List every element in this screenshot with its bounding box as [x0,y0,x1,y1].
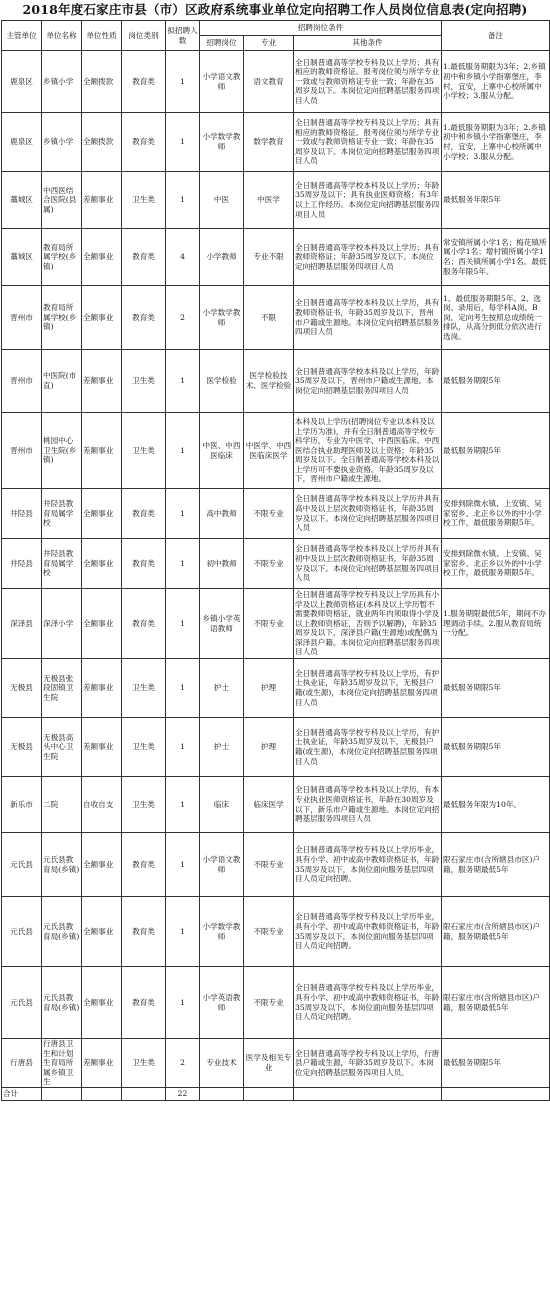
dept-cell: 井陉县 [2,489,42,539]
dept-cell: 无极县 [2,718,42,777]
dept-cell: 深泽县 [2,589,42,659]
count-cell: 1 [166,777,200,833]
header-post: 招聘岗位 [200,36,244,51]
post-cell: 专业技术 [200,1039,244,1088]
dept-cell: 井陉县 [2,539,42,589]
remark-cell: 限石家庄市(含所辖县市区)户籍，服务期最低5年 [442,833,550,897]
unit-cell: 井陉县教育局属学校 [42,539,82,589]
dept-cell: 新乐市 [2,777,42,833]
unit-cell: 中医院(市直) [42,350,82,413]
dept-cell: 藁城区 [2,229,42,286]
category-cell: 卫生类 [122,413,166,489]
nature-cell: 全额拨款 [82,113,122,172]
header-dept: 主管单位 [2,21,42,51]
dept-cell: 元氏县 [2,833,42,897]
conditions-cell: 全日制普通高等学校专科及以上学历毕业，具有小学、初中或高中教师资格证书，年龄35周岁及以下，本岗位面向服务基层四项目人员定向招聘。 [294,967,442,1039]
conditions-cell: 全日制普通高等学校本科及以上学历并具有高中及以上层次教师资格证书，年龄35周岁及以下。本岗位定向招聘基层服务四项目人员 [294,489,442,539]
unit-cell: 深泽小学 [42,589,82,659]
post-cell: 护士 [200,718,244,777]
major-cell: 不限 [244,286,294,350]
category-cell: 卫生类 [122,659,166,718]
major-cell: 专业不限 [244,229,294,286]
conditions-cell: 全日制普通高等学校本科及以上学历，具有教师资格证书，年龄35周岁及以下，晋州市户籍或生源地。本岗位定向招聘基层服务四项目人员 [294,286,442,350]
remark-cell: 安排到除微水镇、上安镇、吴家窑乡、北正乡以外的中小学校工作，最低服务期限5年。 [442,489,550,539]
conditions-cell: 全日制普通高等学校本科及以上学历，年龄35周岁及以下，晋州市户籍或生源地。本岗位定向招聘基层服务四项目人员 [294,350,442,413]
unit-cell: 乡镇小学 [42,51,82,113]
category-cell: 卫生类 [122,1039,166,1088]
unit-cell: 无极县高头中心卫生院 [42,718,82,777]
post-cell: 初中教师 [200,539,244,589]
dept-cell: 元氏县 [2,967,42,1039]
category-cell: 卫生类 [122,172,166,229]
table-row [2,413,550,489]
nature-cell: 全额事业 [82,539,122,589]
dept-cell: 晋州市 [2,413,42,489]
conditions-cell: 全日制普通高等学校专科及以上学历；具有相应的教师资格证。报考岗位须与所学专业一致或与教师资格证专业一致；年龄在35周岁及以下。本岗位定向招聘基层服务四项目人员 [294,113,442,172]
total-count: 22 [166,1087,200,1100]
category-cell: 教育类 [122,539,166,589]
table-row [2,350,550,413]
category-cell: 卫生类 [122,718,166,777]
count-cell: 1 [166,413,200,489]
count-cell: 1 [166,718,200,777]
dept-cell: 藁城区 [2,172,42,229]
major-cell: 数学教育 [244,113,294,172]
remark-cell: 最低服务期限5年 [442,1039,550,1088]
major-cell: 不限专业 [244,833,294,897]
total-label: 合计 [2,1087,42,1100]
count-cell: 2 [166,1039,200,1088]
major-cell: 护理 [244,718,294,777]
table-row [2,897,550,967]
remark-cell: 限石家庄市(含所辖县市区)户籍，服务期最低5年 [442,897,550,967]
post-cell: 乡镇小学英语教师 [200,589,244,659]
count-cell: 1 [166,489,200,539]
unit-cell: 无极县张段固镇卫生院 [42,659,82,718]
category-cell: 教育类 [122,489,166,539]
post-cell: 小学教师 [200,229,244,286]
nature-cell: 自收自支 [82,777,122,833]
category-cell: 教育类 [122,897,166,967]
remark-cell: 最低服务期限5年 [442,718,550,777]
count-cell: 1 [166,967,200,1039]
major-cell: 不限专业 [244,967,294,1039]
dept-cell: 晋州市 [2,286,42,350]
nature-cell: 全额拨款 [82,51,122,113]
remark-cell: 1、最低服务期限5年。2、选岗、录用后，每学科A岗、B岗，定向考生按照总成绩统一排队，从高分到低分依次进行选岗。 [442,286,550,350]
dept-cell: 鹿泉区 [2,51,42,113]
nature-cell: 全额事业 [82,833,122,897]
table-row [2,718,550,777]
remark-cell: 最低服务期限5年 [442,350,550,413]
post-cell: 小学数学教师 [200,113,244,172]
post-cell: 小学数学教师 [200,286,244,350]
nature-cell: 全额事业 [82,967,122,1039]
conditions-cell: 全日制普通高等学校专科及以上学历；具有相应的教师资格证。报考岗位须与所学专业一致或与教师资格证专业一致；年龄在35周岁及以下。本岗位定向招聘基层服务四项目人员 [294,51,442,113]
major-cell: 不限专业 [244,489,294,539]
conditions-cell: 全日制普通高等学校专科及以上学历，有护士执业证，年龄35周岁及以下，无极县户籍(或生源)，本岗位定向招聘基层服务四项目人员 [294,718,442,777]
table-row [2,833,550,897]
remark-cell: 最低服务年限5年 [442,172,550,229]
count-cell: 1 [166,350,200,413]
table-row [2,172,550,229]
header-conditions: 招聘岗位条件 [200,21,442,36]
conditions-cell: 全日制普通高等学校本科及以上学历；具有教师资格证；年龄35周岁及以下。本岗位定向招聘基层服务四项目人员 [294,229,442,286]
category-cell: 教育类 [122,229,166,286]
nature-cell: 全额事业 [82,229,122,286]
post-cell: 中医、中西医临床 [200,413,244,489]
header-count: 拟招聘人数 [166,21,200,51]
count-cell: 1 [166,897,200,967]
table-row [2,777,550,833]
remark-cell: 1.最低服务期限为3年；2.乡镇初中和乡镇小学指寨堡庄，李村，宜安，上寨中心校所属中小学校；3.服从分配。 [442,51,550,113]
remark-cell: 常安镇所属小学1名；梅花镇所属小学1名；增村镇所属小学1名；西关镇所属小学1名。最低服务年限5年。 [442,229,550,286]
post-cell: 小学语文教师 [200,51,244,113]
unit-cell: 元氏县教育局(乡镇) [42,897,82,967]
unit-cell: 教育局所属学校(乡镇) [42,286,82,350]
major-cell: 临床医学 [244,777,294,833]
table-row [2,51,550,113]
table-row [2,286,550,350]
major-cell: 护理 [244,659,294,718]
count-cell: 1 [166,539,200,589]
nature-cell: 全额事业 [82,589,122,659]
header-nature: 单位性质 [82,21,122,51]
job-table [1,20,550,1101]
table-row [2,229,550,286]
table-row [2,659,550,718]
remark-cell: 最低服务年限为10年。 [442,777,550,833]
conditions-cell: 全日制普通高等学校专科及以上学历，有护士执业证，年龄35周岁及以下，无极县户籍(或生源)，本岗位定向招聘基层服务四项目人员 [294,659,442,718]
nature-cell: 差额事业 [82,350,122,413]
conditions-cell: 本科及以上学历(招聘岗位专业以本科及以上学历为准)，并有全日制普通高等学校专科学历，专业为中医学、中西医临床、中西医结合执业助理医师及以上资格；年龄35周岁及以下。全日制普通高等学校本科及以上学历可不要执业资格。年龄35周岁及以下，晋州市户籍或生源地。 [294,413,442,489]
nature-cell: 差额事业 [82,172,122,229]
page-title: 2018年度石家庄市县（市）区政府系统事业单位定向招聘工作人员岗位信息表(定向招聘) [22,2,528,17]
major-cell: 不限专业 [244,897,294,967]
post-cell: 高中教师 [200,489,244,539]
header-major: 专业 [244,36,294,51]
dept-cell: 鹿泉区 [2,113,42,172]
table-row [2,489,550,539]
remark-cell: 最低服务期限5年 [442,413,550,489]
major-cell: 中医学、中西医临床医学 [244,413,294,489]
header-unit: 单位名称 [42,21,82,51]
table-row [2,113,550,172]
count-cell: 1 [166,113,200,172]
count-cell: 1 [166,589,200,659]
header-category: 岗位类别 [122,21,166,51]
header-remark: 备注 [442,21,550,51]
count-cell: 2 [166,286,200,350]
remark-cell: 1.最低服务期限为3年；2.乡镇初中和乡镇小学指寨堡庄，李村，宜安，上寨中心校所属中小学校；3.服从分配。 [442,113,550,172]
conditions-cell: 全日制普通高等学校专科及以上学历具有小学及以上教师资格证(本科及以上学历暂不需要教师资格证，就业两年内须取得小学及以上教师资格证，否则予以解聘)，年龄35周岁及以下，深泽县户籍(生源地)或配偶为深泽县户籍。本岗位定向招聘基层服务四项目人员 [294,589,442,659]
dept-cell: 元氏县 [2,897,42,967]
unit-cell: 二院 [42,777,82,833]
category-cell: 卫生类 [122,350,166,413]
major-cell: 不限专业 [244,539,294,589]
total-row [2,1087,550,1100]
major-cell: 医学及相关专业 [244,1039,294,1088]
conditions-cell: 全日制普通高等学校本科及以上学历，有本专业执业医师资格证书，年龄在30周岁及以下，新乐市户籍或生源地。本岗位定向招聘基层服务四项目人员 [294,777,442,833]
conditions-cell: 全日制普通高等学校专科及以上学历毕业，具有小学、初中或高中教师资格证书，年龄35周岁及以下，本岗位面向服务基层四项目人员定向招聘。 [294,833,442,897]
count-cell: 1 [166,172,200,229]
nature-cell: 差额事业 [82,413,122,489]
category-cell: 卫生类 [122,777,166,833]
table-row [2,539,550,589]
count-cell: 4 [166,229,200,286]
post-cell: 中医 [200,172,244,229]
unit-cell: 乡镇小学 [42,113,82,172]
unit-cell: 中西医结合医院(县属) [42,172,82,229]
dept-cell: 晋州市 [2,350,42,413]
post-cell: 医学检验 [200,350,244,413]
dept-cell: 行唐县 [2,1039,42,1088]
conditions-cell: 全日制普通高等学校专科及以上学历，行唐县户籍或生源，年龄35周岁及以下。本岗位定向招聘基层服务四项目人员。 [294,1039,442,1088]
major-cell: 医学检验技术、医学检验 [244,350,294,413]
category-cell: 教育类 [122,589,166,659]
nature-cell: 差额事业 [82,659,122,718]
major-cell: 语文教育 [244,51,294,113]
nature-cell: 差额事业 [82,718,122,777]
remark-cell: 安排到除微水镇、上安镇、吴家窑乡、北正乡以外的中小学校工作，最低服务期限5年。 [442,539,550,589]
nature-cell: 全额事业 [82,286,122,350]
conditions-cell: 全日制普通高等学校专科及以上学历毕业，具有小学、初中或高中教师资格证书，年龄35周岁及以下，本岗位面向服务基层四项目人员定向招聘。 [294,897,442,967]
category-cell: 教育类 [122,833,166,897]
nature-cell: 全额事业 [82,489,122,539]
post-cell: 小学语文教师 [200,833,244,897]
major-cell: 不限专业 [244,589,294,659]
post-cell: 护士 [200,659,244,718]
unit-cell: 井陉县教育局属学校 [42,489,82,539]
category-cell: 教育类 [122,286,166,350]
table-row [2,589,550,659]
table-row [2,967,550,1039]
post-cell: 小学数学教师 [200,897,244,967]
count-cell: 1 [166,833,200,897]
remark-cell: 最低服务期限5年 [442,659,550,718]
count-cell: 1 [166,659,200,718]
count-cell: 1 [166,51,200,113]
unit-cell: 元氏县教育局(乡镇) [42,833,82,897]
remark-cell: 1.服务期限最低5年，期间不办理调动手续。2.服从教育局统一分配。 [442,589,550,659]
nature-cell: 差额事业 [82,1039,122,1088]
conditions-cell: 全日制普通高等学校本科及以上学历；年龄35周岁及以下；具有执业医师资格；有3年以上工作经历。本岗位定向招聘基层服务四项目人员 [294,172,442,229]
category-cell: 教育类 [122,51,166,113]
table-row [2,1039,550,1088]
unit-cell: 行唐县卫生和计划生育局所属乡镇卫生 [42,1039,82,1088]
unit-cell: 元氏县教育局(乡镇) [42,967,82,1039]
major-cell: 中医学 [244,172,294,229]
header-other: 其他条件 [294,36,442,51]
nature-cell: 全额事业 [82,897,122,967]
conditions-cell: 全日制普通高等学校本科及以上学历并具有初中及以上层次教师资格证书，年龄35周岁及以下。本岗位定向招聘基层服务四项目人员 [294,539,442,589]
category-cell: 教育类 [122,967,166,1039]
dept-cell: 无极县 [2,659,42,718]
post-cell: 临床 [200,777,244,833]
unit-cell: 桃园中心卫生院(乡镇) [42,413,82,489]
remark-cell: 限石家庄市(含所辖县市区)户籍，服务期最低5年 [442,967,550,1039]
post-cell: 小学英语教师 [200,967,244,1039]
unit-cell: 教育局所属学校(乡镇) [42,229,82,286]
category-cell: 教育类 [122,113,166,172]
